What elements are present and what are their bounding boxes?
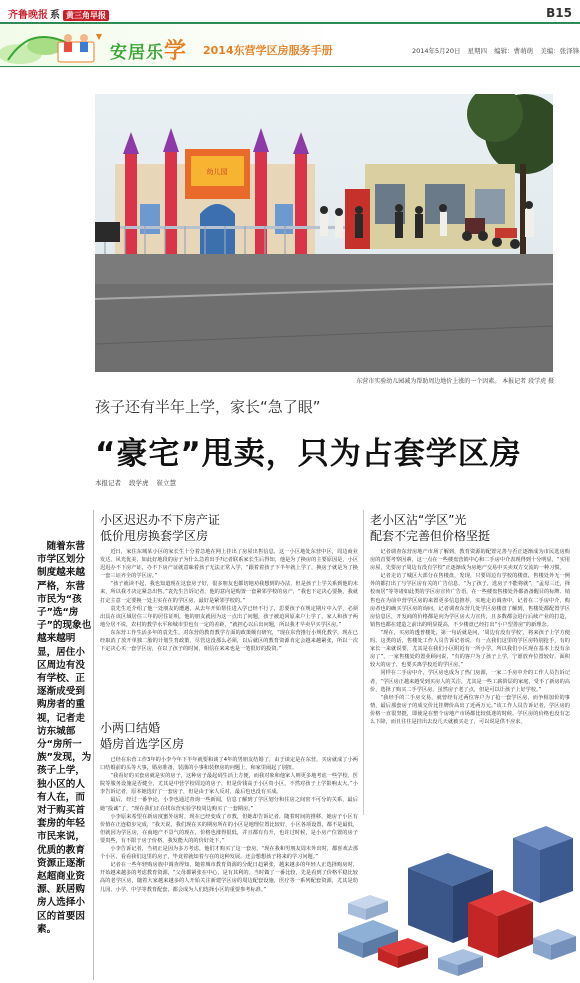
page-number: B15 — [546, 6, 572, 20]
section-subtitle: 2014东营学区房服务手册 — [203, 44, 333, 57]
article-kicker: 孩子还有半年上学，家长“急了眼” — [95, 398, 321, 416]
editor-credit: 编辑：曹萌萌 — [494, 47, 534, 55]
byline-reporter-2: 崔立慧 — [156, 479, 176, 487]
paragraph: “现在，买房的透普楼处，第一句话就是问，‘周边有没有学校’，将来孩子上学方便吗，这类的话，售楼处工作人员告诉记者说，有一点我们这里的学区房特别抢手，有的家长一来就说要，尤其是在我们小区附近有一所小学，所以我们小区现在基本上没有余房了”，一家售楼处的置业顾问说，“有的客户为了孩子上学，宁愿放弃位置较好、面积较大的房子，也要买离学校近的学区房。” — [370, 629, 570, 669]
paragraph: 袁先生近介绍了他一处朋友的遭遇，从去年开始帮住进入学已经不行了，思要孩子在规定期片中入学，必须出具在该区域居住三年的居住证明，他的朋友就因为这一点出了问题，孩子被迫回原来户上学了，家人和孩子两地分居不说，农村的教学水平和城市里也有一定的差距，“就担心以后出问题，所以我才早卖早买学区房。” — [100, 605, 358, 628]
paragraph: 记者调查东营房地产市场了解到，教育资源的配置完善与否正逐渐成为市民选房购房的首要考察因素，这一点在一些楼盘营销中心和二手房中介表现得到十分明显，“实用房屋，先要房子周边有没有学校”正逐渐成为房地产交易中买卖双方交流的一种习惯。 — [370, 549, 570, 572]
kindergarten-photo — [95, 94, 553, 372]
section-1-heading: 小区迟迟办不下房产证 低价甩房换套学区房 — [100, 513, 221, 543]
banner-rule — [0, 66, 580, 67]
paragraph: 最后，经过一番争论，小李也通过查询一些新闻，信息了解到了学区划分和住房之间密不可分的关系，最后她“投诚”了，“现在我们正在找东营实验学校周边购买了一套期房。” — [100, 797, 358, 812]
paragraph: “我经手的二手房交易，就曾经有过两位客户为了抢一套学区房，而争相加价的事情，最后那套房子的成交价比挂牌价高出了近两万元。”该工作人员告诉记者，学区房的价格一直很坚挺，即使是在整个房地产市场都比较低迷的时候，学区房的价格也没有怎么下降，而且往往是挂出去没几天就被买走了，可以说是供不应求。 — [370, 694, 570, 725]
section-2-heading: 小两口结婚 婚房首选学区房 — [100, 721, 185, 751]
article-lead: 随着东营市学区划分制度越来越严格，东营市民为“孩子”选“房子”的现象也越来越明显，居住小区周边有没有学校、正逐渐成受到购房者的重视，记者走访东城部分“房所一族”发现，为孩子上学，独小区的人有人在，而对于购买首套房的年轻市民来说，优质的教育资源正逐渐赵超商业资源、跃居购房人选择小区的首要因素。 — [37, 541, 92, 935]
paragraph: 已经在东营工作3年的小李今年下半年就要和谈了4年的男朋友结婚了，由于谈定是在东营，买房就成了小两口结婚前的头等大事，婚房准备，装潢的小事和装修房的问题上，和家里闹起了别扭。 — [100, 757, 358, 772]
banner-illustration — [0, 24, 120, 68]
issue-weekday: 星期四 — [467, 47, 488, 55]
column-rule-right — [363, 510, 364, 815]
photo-caption: 东营市实验幼儿园减为帮助周边地价上涨的一个因素。 本报记者 段学虎 摄 — [356, 378, 554, 385]
paper-name: 齐鲁晚报 — [8, 10, 48, 21]
paragraph: 东东营工作生活多年的袁先生，对东营的教育教学方面的政策颇有研究，“现在东营推行小规化教学，现在已经取消了放开单独二胎的计划生育政策，尽管这没那么必须，以后就区的教育资源肯定会越来越紧张，所以一次下定决心买一套学区房，在以了孩子的时间，相信在来来也是一笔很好的投资。” — [100, 629, 358, 653]
section-title-b: 学 — [164, 38, 188, 64]
article-headline: “豪宅”甩卖，只为占套学区房 — [95, 436, 522, 472]
paragraph: 同样在二手房中介，学区房也成为了热门房源，一家二手房中介的工作人员告诉记者，“学区房正越来越受到买房人的关注，尤其是一些工薪阶层的家庭，受不了新房的高价，选择了购买二手学区房，虽然房子老了点，但是可以让孩子上好学校。” — [370, 670, 570, 693]
byline-role: 本报记者 — [95, 479, 121, 487]
section-title-a: 安居乐 — [110, 43, 164, 63]
section-title — [110, 34, 187, 65]
paragraph: “孩子就读不起，我也知道现在这套房子好，很多朋友也都切地劝我想到的办法，但是孩子上学关系到他的未来，所以我才决定紧急出售。”袁先生告诉记者，他的意向是购置一套紧邻学校的房产，“我也下定决心要换，我就打定主意一定要换一处主实在在的学区房，最好是紧邻学校的。” — [100, 581, 358, 604]
section-3-heading: 老小区沾“学区”光 配套不完善但价格坚挺 — [370, 513, 491, 543]
svg-text:幼儿园: 幼儿园 — [206, 168, 228, 176]
paragraph: 小李原来希望在新房度蜜外房时，现在已经变成了市教，但她却告诉记者，随着时间的推移，她房子小区有价值在正连稳步完成，“我天说，我们现在买的期房所在的小区是地理位置比较好，小区各项设置，都不是最低，但就因为学区房，在商地产不景气的现在，价格也涨得很低，并且都有有升，也许过时候，是小房产位置的房子要贵些，有不限于房子价格，我发能大的的价好处下，” — [100, 813, 358, 844]
byline-reporter-1: 段学虎 — [129, 479, 149, 487]
paragraph: 记者走访了城区大部分在售楼盘，发现，只要周边有学校的楼盘，售楼处外无一例外的都打出了与学区房有关的广告信息，“为了孩子，选房子不能将就”，“孟母三迁，择校而居”等等诸如此类的学区房宣传广告语，在一些楼盘售楼处外都备备醒目的标牌、销售也在为前中营学区房的来置更多信息推荐，实地走访调查中，记者在二手房中介，购房者也的确买学区房的询问，记者调查东营几处学区房楼盘了解到，售楼处都配置学区房信息区，开发商的价格都是向为学区房大力宣传，且多数都会进行后续产业的打造，销售也都在建造之前出的明显提高，不少楼盘已经打出“小户型善房”的新理念。 — [370, 573, 571, 628]
issue-date: 2014年5月20日 — [412, 47, 461, 55]
designer-credit: 美编：张泽锋 — [540, 47, 580, 55]
paragraph: 记者在一些年轻购房族中调查得知，随着城市教育资源的分配日趋紧张，越来越多的年轻人正选择购房时，开始越来越多的考虑教育资源，“父母都紧张在中心，是有其利的。当时做了一番比较，先是看到了价格平稳比较高的老学区房，随着大家越来越多的人开始关注新建学区房的周边配套设施，医疗等一系列配套资源，尤其是幼儿园、小学、中学等教育配套，都会成为人们选择小区的重要参考标准。” — [100, 862, 358, 893]
edition-tag: 黄三角早报 — [63, 10, 109, 21]
page-meta — [412, 46, 580, 55]
series-label: 系 — [50, 10, 60, 21]
masthead — [8, 6, 109, 20]
paragraph: “我看好的买套房就是实的房子，这种房子最起码生活上方便，而我对象和他家人则更多地考虑一些学校、医院等服务设施是否健全，尤其是中营学校周边的房子，但是价钱高于小区贵小区，不然对孩子上学影响太大。”小李告诉记者，原本她选好了一套房子，但是由于家人反对，最后也也没有买成。 — [100, 773, 358, 796]
decorative-blocks-graphic — [318, 808, 580, 983]
section-3-body — [370, 548, 570, 726]
section-1-body — [100, 548, 358, 653]
paragraph: 近日，家住东城某小区的家长生十分着急地在网上挂出了房屋出售信息，这一小区地处东营中区，周边商业发达、风光优美，如此好地段的房子为什么急着出手?记者联系家长生后得知，他是为了换房的主要原因是，小区迟迟办不下房产证，办不下房产证就意味着孩子无法正常入学，“跟着着孩子下半年就上学了，换房子就是为了换一套三证齐全的学区房。” — [100, 549, 358, 580]
article-byline — [95, 478, 184, 487]
column-rule-left — [93, 510, 94, 980]
paragraph: 小李告诉记者，当初正是因为多方考虑，他们才购买了这一套房，“现在我和男朋友周末外出时，都喜欢去那个小区，看看我们这里的房子，毕竟着就知着与在的这种发展，还会想想孩子将来的学习问题。” — [100, 846, 358, 861]
